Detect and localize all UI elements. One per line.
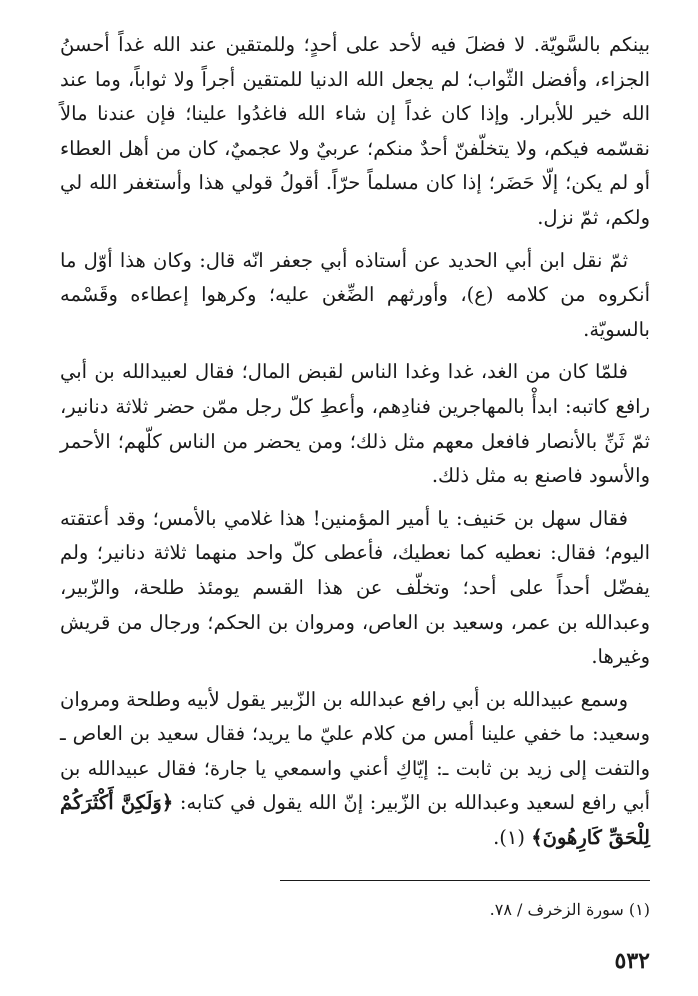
quran-verse: ﴿وَلَكِنَّ أَكْثَرَكُمْ لِلْحَقِّ كَارِهُونَ﴾ [60,791,650,850]
paragraph-5 [60,683,650,856]
document-page [60,28,650,978]
footnote-marker: (١). [493,826,526,850]
page-number: ٥٣٢ [614,948,650,974]
paragraph-3: فلمّا كان من الغد، غدا وغدا الناس لقبض المال؛ فقال لعبيدالله بن أبي رافع كاتبه: ابدأْ بالمهاجرين فنادِهم، وأعطِ كلّ رجل ممّن حضر ثلاثة دنانير، ثمّ ثَنِّ بالأنصار فافعل معهم مثل ذلك؛ ومن يحضر من الناس كلّهم؛ الأحمر والأسود فاصنع به مثل ذلك. [60,360,650,488]
paragraph-4: فقال سهل بن حَنيف: يا أمير المؤمنين! هذا غلامي بالأمس؛ وقد أعتقته اليوم؛ فقال: نعطيه كما نعطيك، فأعطى كلّ واحد منهما ثلاثة دنانير؛ ولم يفضّل أحداً على أحد؛ وتخلّف عن هذا القسم يومئذ طلحة، والزّبير، وعبدالله بن عمر، وسعيد بن العاص، ومروان بن الحكم؛ ورجال من قريش وغيرها. [60,506,650,669]
paragraph-1: بينكم بالسَّويّة. لا فضلَ فيه لأحد على أحدٍ؛ وللمتقين عند الله غداً أحسنُ الجزاء، وأفضل الثّواب؛ لم يجعل الله الدنيا للمتقين أجراً ولا ثواباً، وما عند الله خير للأبرار. وإذا كان غداً إن شاء الله فاغدُوا علينا؛ فإن عندنا مالاً نقسّمه فيكم، ولا يتخلّفنّ أحدٌ منكم؛ عربيٌ ولا عجميٌ، كان من أهل العطاء أو لم يكن؛ إلّا حَضَر؛ إذا كان مسلماً حرّاً. أقولُ قولي هذا وأستغفر الله لي ولكم، ثمّ نزل. [60,33,650,229]
paragraph-5-text: وسمع عبيدالله بن أبي رافع عبدالله بن الزّبير يقول لأبيه وطلحة ومروان وسعيد: ما خفي علينا أمس من كلام عليّ ما يريد؛ فقال سعيد بن العاص ـ والتفت إلى زيد بن ثابت ـ: إيّاكِ أعني واسمعي يا جارة؛ فقال عبيدالله بن أبي رافع لسعيد وعبدالله بن الزّبير: إنّ الله يقول في كتابه: [60,687,651,815]
footnote: (١) سورة الزخرف / ٧٨. [489,900,650,919]
paragraph-2: ثمّ نقل ابن أبي الحديد عن أستاذه أبي جعفر انّه قال: وكان هذا أوّل ما أنكروه من كلامه (ع)، وأورثهم الضِّغن عليه؛ وكرهوا إعطاءه وقَسْمه بالسويّة. [60,248,650,341]
footnote-divider [280,880,650,881]
